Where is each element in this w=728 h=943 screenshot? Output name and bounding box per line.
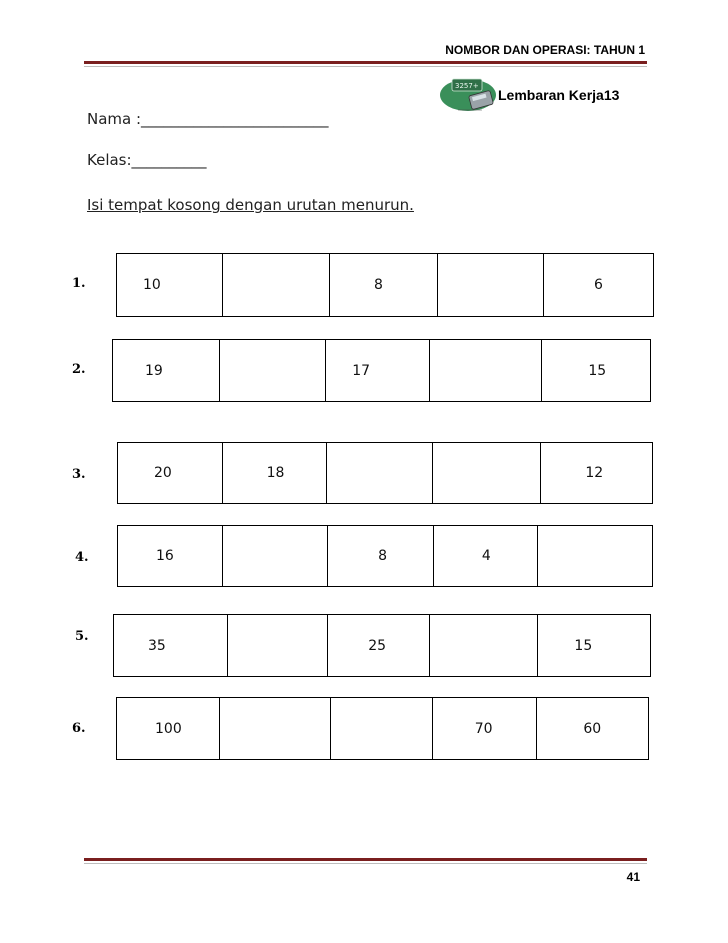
number-sequence-row xyxy=(112,339,651,402)
sequence-cell: 15 xyxy=(588,362,607,379)
sequence-cell: 8 xyxy=(330,254,438,316)
header-rule-thin xyxy=(84,66,647,67)
sequence-blank-cell[interactable] xyxy=(430,615,539,676)
header-rule-thick xyxy=(84,61,647,64)
sequence-blank-cell[interactable] xyxy=(327,443,433,503)
sequence-cell: 12 xyxy=(585,465,604,481)
number-sequence-row xyxy=(116,697,649,760)
question-number: 4. xyxy=(75,550,89,565)
sequence-blank-cell[interactable] xyxy=(430,340,543,401)
name-field-label: Nama :_________________________ xyxy=(87,110,329,128)
sequence-cell: 6 xyxy=(594,277,603,293)
number-sequence-row xyxy=(117,525,653,587)
question-number: 3. xyxy=(72,467,86,482)
number-sequence-row xyxy=(116,253,654,317)
question-number: 1. xyxy=(72,276,86,291)
class-field-label: Kelas:__________ xyxy=(87,151,207,169)
footer-rule-thin xyxy=(84,863,647,864)
sequence-cell: 20 xyxy=(118,443,223,503)
footer-rule-thick xyxy=(84,858,647,861)
sequence-cell: 60 xyxy=(583,720,602,737)
sequence-blank-cell[interactable] xyxy=(223,526,329,586)
sequence-blank-cell[interactable] xyxy=(433,443,542,503)
sequence-blank-cell[interactable] xyxy=(331,698,433,759)
svg-text:3257+: 3257+ xyxy=(455,82,479,90)
sequence-blank-cell[interactable] xyxy=(228,615,329,676)
calculator-icon xyxy=(438,73,498,113)
sequence-blank-cell[interactable] xyxy=(223,254,330,316)
sequence-cell: 70 xyxy=(433,698,538,759)
sequence-cell: 17 xyxy=(326,340,430,401)
worksheet-label: Lembaran Kerja13 xyxy=(498,87,620,103)
question-number: 2. xyxy=(72,362,86,377)
sequence-cell: 35 xyxy=(114,615,228,676)
question-number: 6. xyxy=(72,721,86,736)
sequence-cell: 25 xyxy=(328,615,430,676)
sequence-cell: 18 xyxy=(223,443,328,503)
number-sequence-row xyxy=(113,614,651,677)
instruction-text: Isi tempat kosong dengan urutan menurun. xyxy=(87,196,414,214)
sequence-cell: 15 xyxy=(574,637,593,654)
sequence-cell: 8 xyxy=(328,526,434,586)
sequence-blank-cell[interactable] xyxy=(438,254,544,316)
sequence-cell: 4 xyxy=(434,526,538,586)
sequence-cell: 16 xyxy=(118,526,223,586)
number-sequence-row xyxy=(117,442,653,504)
question-number: 5. xyxy=(75,629,89,644)
page-number: 41 xyxy=(626,870,640,884)
sequence-cell: 19 xyxy=(113,340,220,401)
document-header-title: NOMBOR DAN OPERASI: TAHUN 1 xyxy=(445,43,645,57)
sequence-cell: 100 xyxy=(117,698,220,759)
sequence-blank-cell[interactable] xyxy=(220,340,327,401)
sequence-blank-cell[interactable] xyxy=(538,526,652,586)
sequence-blank-cell[interactable] xyxy=(220,698,332,759)
sequence-cell: 10 xyxy=(117,254,223,316)
